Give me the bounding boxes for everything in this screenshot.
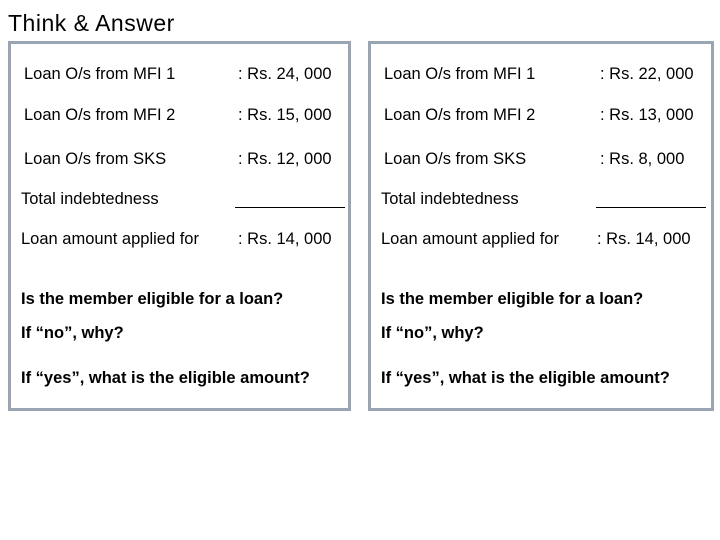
case-panel-left: [8, 41, 351, 411]
question-eligible: Is the member eligible for a loan?: [21, 290, 284, 308]
page-title: Think & Answer: [8, 10, 175, 36]
question-if-no: If “no”, why?: [381, 324, 484, 342]
row-label-total: Total indebtedness: [21, 190, 159, 208]
row-value-mfi1: : Rs. 22, 000: [600, 65, 694, 83]
row-label-mfi2: Loan O/s from MFI 2: [384, 106, 536, 124]
row-value-mfi2: : Rs. 13, 000: [600, 106, 694, 124]
question-eligible: Is the member eligible for a loan?: [381, 290, 644, 308]
row-value-sks: : Rs. 12, 000: [238, 150, 332, 168]
row-value-mfi2: : Rs. 15, 000: [238, 106, 332, 124]
row-label-mfi1: Loan O/s from MFI 1: [384, 65, 536, 83]
row-label-sks: Loan O/s from SKS: [24, 150, 167, 168]
row-label-sks: Loan O/s from SKS: [384, 150, 527, 168]
total-blank-line: [596, 207, 706, 208]
row-value-mfi1: : Rs. 24, 000: [238, 65, 332, 83]
question-if-yes: If “yes”, what is the eligible amount?: [21, 369, 310, 387]
row-label-applied: Loan amount applied for: [21, 230, 199, 248]
row-label-mfi1: Loan O/s from MFI 1: [24, 65, 176, 83]
row-label-total: Total indebtedness: [381, 190, 519, 208]
row-label-mfi2: Loan O/s from MFI 2: [24, 106, 176, 124]
row-value-applied: : Rs. 14, 000: [597, 230, 691, 248]
row-value-applied: : Rs. 14, 000: [238, 230, 332, 248]
question-if-yes: If “yes”, what is the eligible amount?: [381, 369, 670, 387]
row-value-sks: : Rs. 8, 000: [600, 150, 685, 168]
total-blank-line: [235, 207, 345, 208]
question-if-no: If “no”, why?: [21, 324, 124, 342]
case-panel-right: [368, 41, 714, 411]
row-label-applied: Loan amount applied for: [381, 230, 559, 248]
